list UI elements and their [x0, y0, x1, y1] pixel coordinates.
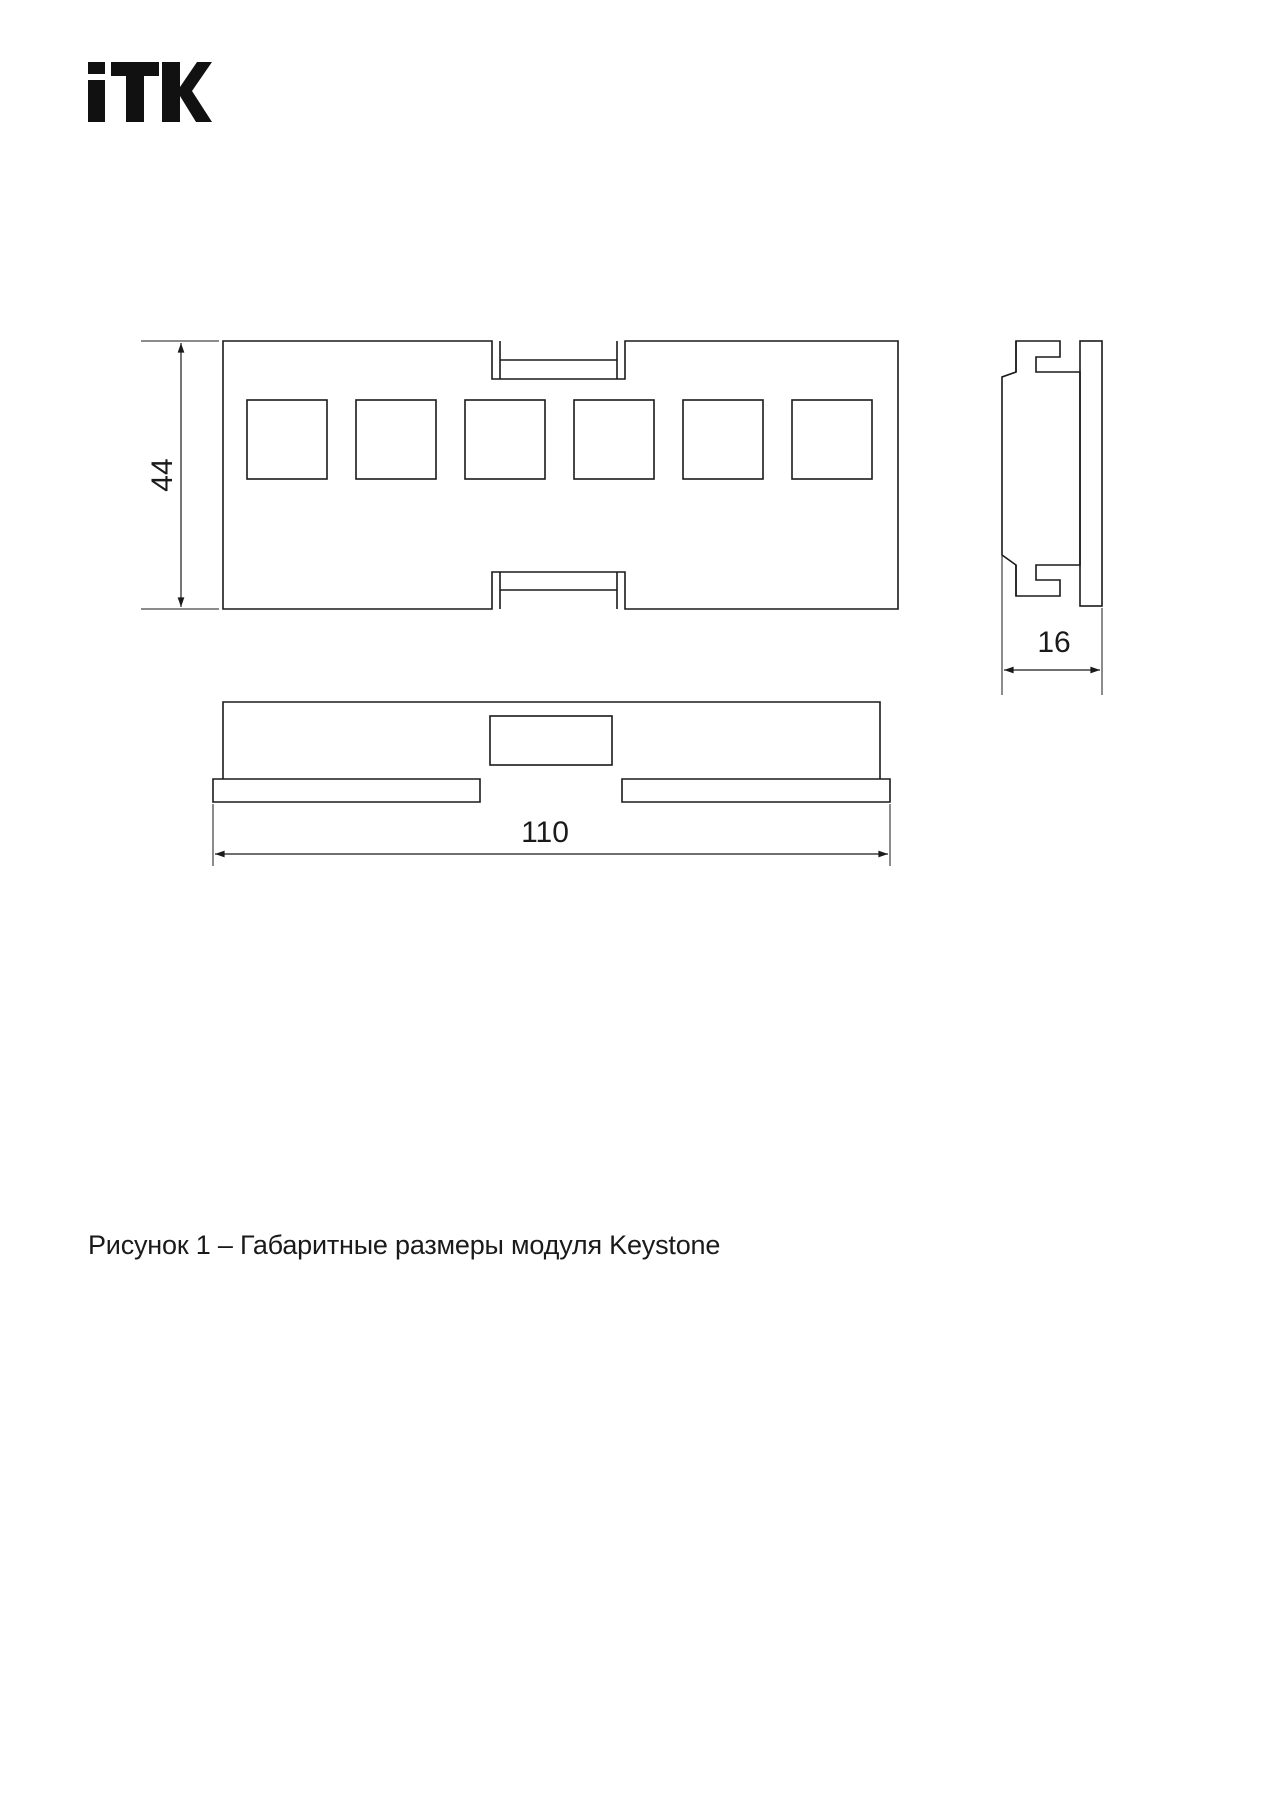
front-view-outline — [223, 341, 898, 609]
bottom-view-window — [490, 716, 612, 765]
port-6 — [792, 400, 872, 479]
port-2 — [356, 400, 436, 479]
top-clip — [500, 341, 617, 379]
bottom-view-flange — [213, 779, 890, 802]
width-label: 110 — [521, 816, 569, 849]
bottom-clip — [500, 572, 617, 609]
port-4 — [574, 400, 654, 479]
side-view-outline — [1002, 341, 1080, 596]
dimension-drawing — [0, 0, 1280, 900]
depth-label: 16 — [1037, 626, 1071, 659]
figure-caption: Рисунок 1 – Габаритные размеры модуля Keystone — [88, 1230, 721, 1260]
side-view-faceplate — [1080, 341, 1102, 606]
bottom-view-body — [223, 702, 880, 779]
height-label: 44 — [146, 458, 179, 492]
port-1 — [247, 400, 327, 479]
port-3 — [465, 400, 545, 479]
port-5 — [683, 400, 763, 479]
